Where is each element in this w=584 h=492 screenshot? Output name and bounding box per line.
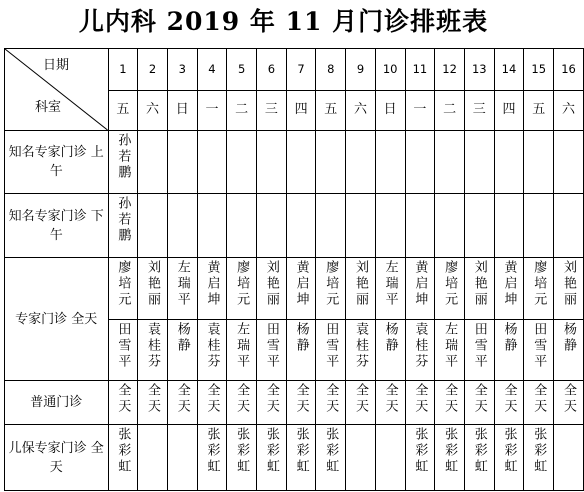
row-label-child-care: 儿保专家门诊 全天: [5, 425, 109, 491]
day-number-cell: 7: [286, 49, 316, 91]
specialist-top-cell: [138, 258, 168, 320]
specialist-bottom-cell: [524, 320, 554, 381]
expert-am-cell: [108, 131, 138, 194]
specialist-top-cell-text: 刘艳丽: [561, 260, 577, 308]
child-care-cell-text: 张彩虹: [412, 427, 428, 475]
general-cell-text: 全天: [263, 383, 279, 415]
expert-pm-cell: [257, 194, 287, 258]
day-number-cell: 1: [108, 49, 138, 91]
day-number-cell: 12: [435, 49, 465, 91]
expert-pm-cell-text: 孙若鹏: [115, 196, 131, 244]
expert-pm-cell: [346, 194, 376, 258]
weekday-cell: 六: [346, 90, 376, 131]
day-number-cell: 14: [494, 49, 524, 91]
specialist-top-cell-text: 黄启坤: [501, 260, 517, 308]
specialist-top-cell: [257, 258, 287, 320]
expert-am-cell: [257, 131, 287, 194]
expert-pm-cell: [197, 194, 227, 258]
general-cell: [167, 381, 197, 425]
child-care-cell: [286, 425, 316, 491]
specialist-bottom-cell: [227, 320, 257, 381]
page-title: 儿内科 2019 年 11 月门诊排班表: [78, 7, 489, 36]
weekday-cell: 六: [554, 90, 584, 131]
specialist-top-cell-text: 刘艳丽: [352, 260, 368, 308]
specialist-bottom-cell-text: 杨静: [293, 322, 309, 354]
specialist-top-cell: [464, 258, 494, 320]
weekday-cell: 日: [375, 90, 405, 131]
day-number-cell: 5: [227, 49, 257, 91]
specialist-bottom-cell-text: 田雪平: [323, 322, 339, 370]
day-number-cell: 9: [346, 49, 376, 91]
general-cell-text: 全天: [174, 383, 190, 415]
specialist-bottom-cell: [494, 320, 524, 381]
expert-am-cell: [405, 131, 435, 194]
specialist-bottom-cell: [346, 320, 376, 381]
specialist-top-cell-text: 黄启坤: [293, 260, 309, 308]
general-cell-text: 全天: [234, 383, 250, 415]
general-cell: [405, 381, 435, 425]
specialist-bottom-cell: [108, 320, 138, 381]
general-cell: [375, 381, 405, 425]
general-cell-text: 全天: [293, 383, 309, 415]
child-care-cell-text: 张彩虹: [531, 427, 547, 475]
child-care-cell-text: 张彩虹: [204, 427, 220, 475]
child-care-cell: [464, 425, 494, 491]
specialist-top-cell: [286, 258, 316, 320]
day-number-cell: 6: [257, 49, 287, 91]
specialist-bottom-cell-text: 袁桂芬: [412, 322, 428, 370]
day-number-cell: 13: [464, 49, 494, 91]
specialist-top-cell: [375, 258, 405, 320]
specialist-bottom-cell: [435, 320, 465, 381]
specialist-bottom-cell-text: 袁桂芬: [204, 322, 220, 370]
day-number-cell: 2: [138, 49, 168, 91]
expert-pm-cell: [286, 194, 316, 258]
specialist-top-cell: [108, 258, 138, 320]
weekday-cell: 日: [167, 90, 197, 131]
row-label-expert-am: 知名专家门诊 上午: [5, 131, 109, 194]
general-cell-text: 全天: [115, 383, 131, 415]
specialist-bottom-cell-text: 左瑞平: [442, 322, 458, 370]
row-label-specialist: 专家门诊 全天: [5, 258, 109, 381]
weekday-cell: 三: [464, 90, 494, 131]
general-cell-text: 全天: [561, 383, 577, 415]
specialist-top-cell-text: 黄启坤: [412, 260, 428, 308]
child-care-cell: [405, 425, 435, 491]
expert-am-cell: [227, 131, 257, 194]
general-cell: [227, 381, 257, 425]
specialist-bottom-cell: [316, 320, 346, 381]
expert-am-cell: [316, 131, 346, 194]
child-care-cell-text: 张彩虹: [115, 427, 131, 475]
specialist-top-cell: [524, 258, 554, 320]
expert-am-cell: [346, 131, 376, 194]
child-care-cell: [494, 425, 524, 491]
day-number-cell: 8: [316, 49, 346, 91]
specialist-top-cell-text: 刘艳丽: [145, 260, 161, 308]
weekday-cell: 四: [494, 90, 524, 131]
general-cell: [108, 381, 138, 425]
general-cell-text: 全天: [352, 383, 368, 415]
child-care-cell: [375, 425, 405, 491]
weekday-cell: 四: [286, 90, 316, 131]
specialist-bottom-cell-text: 左瑞平: [234, 322, 250, 370]
specialist-top-cell-text: 廖培元: [234, 260, 250, 308]
corner-date-label: 日期: [43, 58, 70, 73]
expert-am-cell: [464, 131, 494, 194]
weekday-cell: 五: [316, 90, 346, 131]
child-care-cell: [257, 425, 287, 491]
day-number-cell: 16: [554, 49, 584, 91]
expert-am-cell: [197, 131, 227, 194]
specialist-bottom-cell: [375, 320, 405, 381]
expert-pm-cell: [405, 194, 435, 258]
expert-pm-cell: [138, 194, 168, 258]
specialist-top-cell-text: 廖培元: [531, 260, 547, 308]
specialist-top-cell-text: 刘艳丽: [263, 260, 279, 308]
specialist-top-cell-text: 左瑞平: [382, 260, 398, 308]
row-label-general: 普通门诊: [5, 381, 109, 425]
expert-am-cell: [286, 131, 316, 194]
child-care-cell: [227, 425, 257, 491]
expert-pm-cell: [227, 194, 257, 258]
specialist-bottom-cell-text: 田雪平: [471, 322, 487, 370]
expert-am-cell: [375, 131, 405, 194]
child-care-cell: [138, 425, 168, 491]
specialist-top-cell: [316, 258, 346, 320]
weekday-cell: 三: [257, 90, 287, 131]
general-cell: [494, 381, 524, 425]
day-number-cell: 3: [167, 49, 197, 91]
general-cell: [554, 381, 584, 425]
specialist-top-cell: [227, 258, 257, 320]
child-care-cell: [554, 425, 584, 491]
corner-header-cell: [5, 49, 109, 131]
child-care-cell-text: 张彩虹: [442, 427, 458, 475]
general-cell-text: 全天: [501, 383, 517, 415]
general-cell-text: 全天: [382, 383, 398, 415]
weekday-cell: 五: [524, 90, 554, 131]
specialist-top-cell: [405, 258, 435, 320]
expert-am-cell-text: 孙若鹏: [115, 133, 131, 181]
specialist-top-cell: [167, 258, 197, 320]
expert-am-cell: [554, 131, 584, 194]
child-care-cell-text: 张彩虹: [501, 427, 517, 475]
child-care-cell-text: 张彩虹: [293, 427, 309, 475]
specialist-bottom-cell-text: 田雪平: [531, 322, 547, 370]
weekday-cell: 五: [108, 90, 138, 131]
expert-am-cell: [524, 131, 554, 194]
specialist-bottom-cell-text: 杨静: [501, 322, 517, 354]
general-cell: [524, 381, 554, 425]
child-care-cell: [346, 425, 376, 491]
expert-pm-cell: [435, 194, 465, 258]
child-care-cell-text: 张彩虹: [471, 427, 487, 475]
child-care-cell-text: 张彩虹: [234, 427, 250, 475]
specialist-top-cell-text: 廖培元: [115, 260, 131, 308]
specialist-bottom-cell: [138, 320, 168, 381]
general-cell-text: 全天: [412, 383, 428, 415]
specialist-bottom-cell-text: 杨静: [561, 322, 577, 354]
child-care-cell-text: 张彩虹: [263, 427, 279, 475]
specialist-top-cell: [435, 258, 465, 320]
specialist-bottom-cell: [554, 320, 584, 381]
day-number-cell: 15: [524, 49, 554, 91]
expert-pm-cell: [375, 194, 405, 258]
specialist-top-cell-text: 廖培元: [442, 260, 458, 308]
expert-am-cell: [494, 131, 524, 194]
specialist-bottom-cell: [464, 320, 494, 381]
expert-am-cell: [435, 131, 465, 194]
weekday-cell: 二: [227, 90, 257, 131]
weekday-cell: 一: [405, 90, 435, 131]
weekday-cell: 一: [197, 90, 227, 131]
general-cell: [464, 381, 494, 425]
specialist-bottom-cell-text: 杨静: [174, 322, 190, 354]
general-cell-text: 全天: [531, 383, 547, 415]
specialist-top-cell: [494, 258, 524, 320]
specialist-bottom-cell: [197, 320, 227, 381]
specialist-bottom-cell-text: 杨静: [382, 322, 398, 354]
expert-pm-cell: [494, 194, 524, 258]
expert-am-cell: [167, 131, 197, 194]
specialist-top-cell: [554, 258, 584, 320]
specialist-top-cell: [197, 258, 227, 320]
general-cell-text: 全天: [471, 383, 487, 415]
specialist-top-cell: [346, 258, 376, 320]
expert-pm-cell: [167, 194, 197, 258]
specialist-bottom-cell: [257, 320, 287, 381]
general-cell-text: 全天: [204, 383, 220, 415]
general-cell: [257, 381, 287, 425]
specialist-top-cell-text: 刘艳丽: [471, 260, 487, 308]
day-number-cell: 4: [197, 49, 227, 91]
specialist-top-cell-text: 黄启坤: [204, 260, 220, 308]
child-care-cell: [316, 425, 346, 491]
expert-pm-cell: [108, 194, 138, 258]
general-cell-text: 全天: [145, 383, 161, 415]
general-cell-text: 全天: [323, 383, 339, 415]
expert-pm-cell: [316, 194, 346, 258]
expert-pm-cell: [524, 194, 554, 258]
child-care-cell: [197, 425, 227, 491]
specialist-top-cell-text: 廖培元: [323, 260, 339, 308]
specialist-bottom-cell-text: 田雪平: [115, 322, 131, 370]
general-cell: [197, 381, 227, 425]
general-cell: [435, 381, 465, 425]
weekday-cell: 六: [138, 90, 168, 131]
specialist-bottom-cell-text: 袁桂芬: [352, 322, 368, 370]
expert-pm-cell: [554, 194, 584, 258]
child-care-cell: [108, 425, 138, 491]
day-number-cell: 11: [405, 49, 435, 91]
general-cell: [286, 381, 316, 425]
specialist-bottom-cell: [286, 320, 316, 381]
expert-pm-cell: [464, 194, 494, 258]
specialist-bottom-cell-text: 袁桂芬: [145, 322, 161, 370]
child-care-cell: [524, 425, 554, 491]
general-cell: [316, 381, 346, 425]
general-cell: [346, 381, 376, 425]
child-care-cell-text: 张彩虹: [323, 427, 339, 475]
day-number-cell: 10: [375, 49, 405, 91]
specialist-bottom-cell: [405, 320, 435, 381]
specialist-bottom-cell: [167, 320, 197, 381]
schedule-table: [4, 48, 584, 491]
specialist-bottom-cell-text: 田雪平: [263, 322, 279, 370]
general-cell-text: 全天: [442, 383, 458, 415]
child-care-cell: [167, 425, 197, 491]
row-label-expert-pm: 知名专家门诊 下午: [5, 194, 109, 258]
specialist-top-cell-text: 左瑞平: [174, 260, 190, 308]
corner-dept-label: 科室: [35, 100, 62, 115]
general-cell: [138, 381, 168, 425]
expert-am-cell: [138, 131, 168, 194]
weekday-cell: 二: [435, 90, 465, 131]
child-care-cell: [435, 425, 465, 491]
